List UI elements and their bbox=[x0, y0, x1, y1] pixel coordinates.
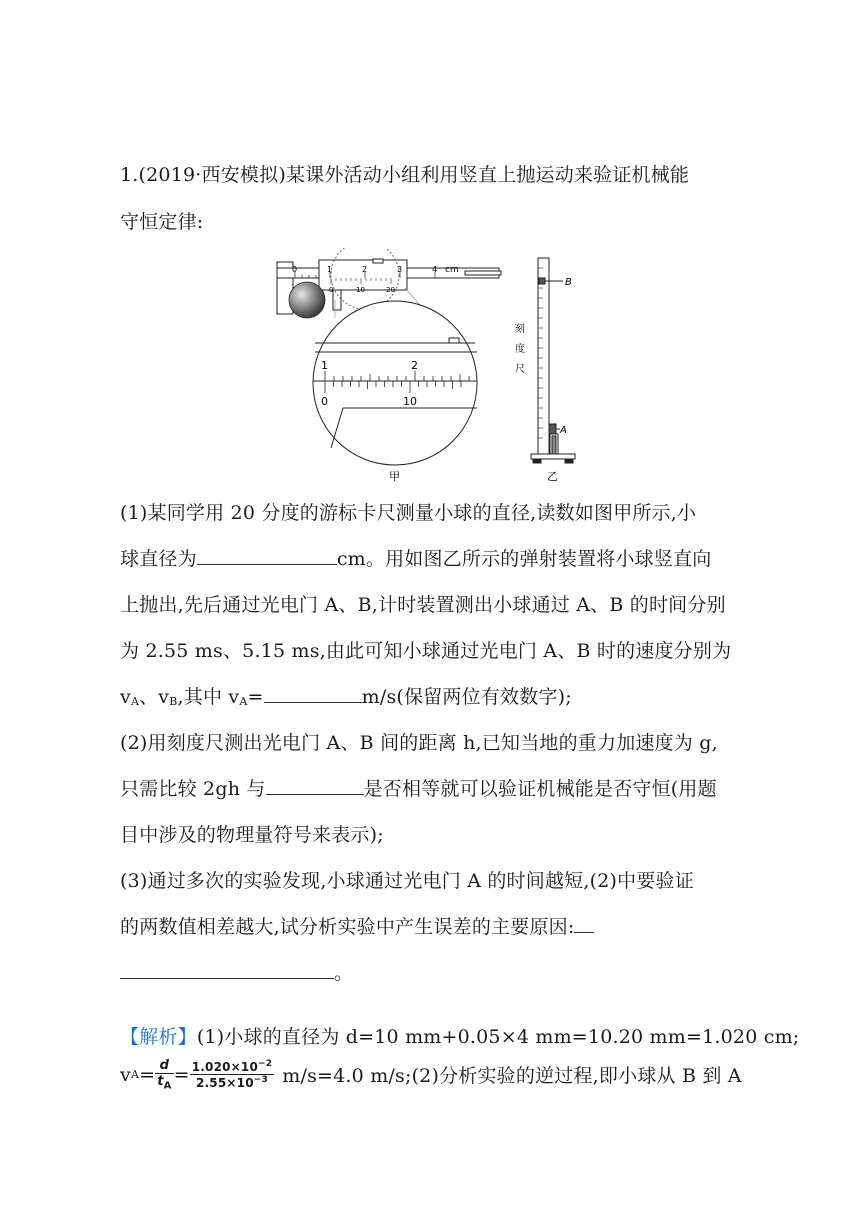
part2-line-2 bbox=[120, 774, 717, 801]
question-line-2: 守恒定律: bbox=[120, 211, 204, 233]
vernier-label-10: 10 bbox=[356, 286, 365, 294]
zoom-main-label-2: 2 bbox=[411, 359, 418, 372]
part2-line-3: 目中涉及的物理量符号来表示); bbox=[120, 824, 384, 846]
frac2-den-exp: −3 bbox=[253, 1075, 268, 1086]
experiment-figure bbox=[255, 248, 605, 488]
eq: = bbox=[247, 686, 264, 708]
part1-l2-post: cm。用如图乙所示的弹射装置将小球竖直向 bbox=[336, 548, 712, 570]
part2-l2-pre: 只需比较 2gh 与 bbox=[120, 778, 266, 800]
caliper-label-1: 1 bbox=[327, 265, 333, 274]
fraction-values bbox=[190, 1059, 275, 1090]
frac1-den-sub: A bbox=[163, 1080, 172, 1092]
analysis-v: v bbox=[120, 1063, 131, 1086]
analysis-eq2: = bbox=[173, 1063, 190, 1086]
reason-blank[interactable] bbox=[120, 960, 334, 979]
caliper-label-0: 0 bbox=[292, 265, 298, 274]
part3-line-3 bbox=[120, 958, 353, 985]
sub-a: A bbox=[130, 695, 140, 708]
part1-line-1: (1)某同学用 20 分度的游标卡尺测量小球的直径,读数如图甲所示,小 bbox=[120, 502, 697, 524]
analysis-line-2 bbox=[120, 1058, 742, 1092]
ruler-apparatus bbox=[531, 258, 575, 463]
question-line-1: 1.(2019·西安模拟)某课外活动小组利用竖直上抛运动来验证机械能 bbox=[120, 164, 690, 186]
part1-line-4: 为 2.55 ms、5.15 ms,由此可知小球通过光电门 A、B 时的速度分别为 bbox=[120, 640, 732, 662]
part3-l2-text: 的两数值相差越大,试分析实验中产生误差的主要原因: bbox=[120, 916, 575, 938]
part1-line-5 bbox=[120, 682, 572, 709]
zoom-view bbox=[313, 301, 477, 465]
sub-a2: A bbox=[239, 695, 248, 708]
ball bbox=[289, 282, 325, 318]
v-symbol: v bbox=[120, 686, 131, 708]
part3-l3-post: 。 bbox=[334, 962, 354, 984]
analysis-line-1 bbox=[120, 1022, 799, 1049]
vernier-label-20: 20 bbox=[386, 286, 395, 294]
analysis-v-sub: A bbox=[130, 1068, 140, 1082]
gate-a-label: A bbox=[560, 425, 567, 436]
analysis-l1: (1)小球的直径为 d=10 mm+0.05×4 mm=10.20 mm=1.020 cm; bbox=[196, 1026, 800, 1048]
part3-line-1: (3)通过多次的实验发现,小球通过光电门 A 的时间越短,(2)中要验证 bbox=[120, 870, 694, 892]
zoom-vernier-label-10: 10 bbox=[403, 395, 417, 408]
fraction-d-over-t bbox=[155, 1058, 173, 1092]
analysis-tag: 【解析】 bbox=[120, 1026, 197, 1048]
part1-line-3: 上抛出,先后通过光电门 A、B,计时装置测出小球通过 A、B 的时间分别 bbox=[120, 594, 726, 616]
part1-line-2 bbox=[120, 544, 711, 571]
frac2-den: 2.55×10 bbox=[195, 1076, 254, 1091]
velocity-blank[interactable] bbox=[264, 684, 362, 703]
part2-l2-post: 是否相等就可以验证机械能是否守恒(用题 bbox=[363, 778, 717, 800]
compare-blank[interactable] bbox=[266, 776, 364, 795]
part1-l5-post: m/s(保留两位有效数字); bbox=[361, 686, 572, 708]
caption-jia: 甲 bbox=[389, 470, 400, 483]
zoom-main-label-1: 1 bbox=[321, 359, 328, 372]
caliper-label-2: 2 bbox=[362, 265, 368, 274]
sep: 、v bbox=[139, 686, 170, 708]
reason-blank-start[interactable] bbox=[574, 914, 594, 933]
sub-b: B bbox=[169, 695, 178, 708]
analysis-eq: = bbox=[139, 1063, 156, 1086]
analysis-l2-post: m/s=4.0 m/s;(2)分析实验的逆过程,即小球从 B 到 A bbox=[282, 1065, 742, 1088]
ruler-label-char-3: 尺 bbox=[515, 364, 525, 375]
frac1-den: t bbox=[157, 1074, 164, 1089]
part2-line-1: (2)用刻度尺测出光电门 A、B 间的距离 h,已知当地的重力加速度为 g, bbox=[120, 732, 718, 754]
caliper-unit: cm bbox=[445, 265, 459, 275]
zoom-vernier-label-0: 0 bbox=[321, 395, 328, 408]
ruler-label-char-1: 刻 bbox=[515, 324, 525, 335]
part3-line-2 bbox=[120, 912, 594, 939]
frac2-num-exp: −2 bbox=[258, 1059, 273, 1070]
ruler-label-char-2: 度 bbox=[515, 344, 525, 355]
vernier-label-0: 0 bbox=[329, 286, 334, 294]
mid: ,其中 v bbox=[177, 686, 240, 708]
frac1-num: d bbox=[159, 1058, 170, 1073]
frac2-num: 1.020×10 bbox=[191, 1060, 259, 1075]
caption-yi: 乙 bbox=[547, 470, 558, 483]
gate-b-label: B bbox=[565, 277, 572, 288]
part1-l2-pre: 球直径为 bbox=[120, 548, 197, 570]
diameter-blank[interactable] bbox=[197, 546, 337, 565]
caliper-label-3: 3 bbox=[397, 265, 403, 274]
caliper-label-4: 4 bbox=[432, 265, 438, 274]
